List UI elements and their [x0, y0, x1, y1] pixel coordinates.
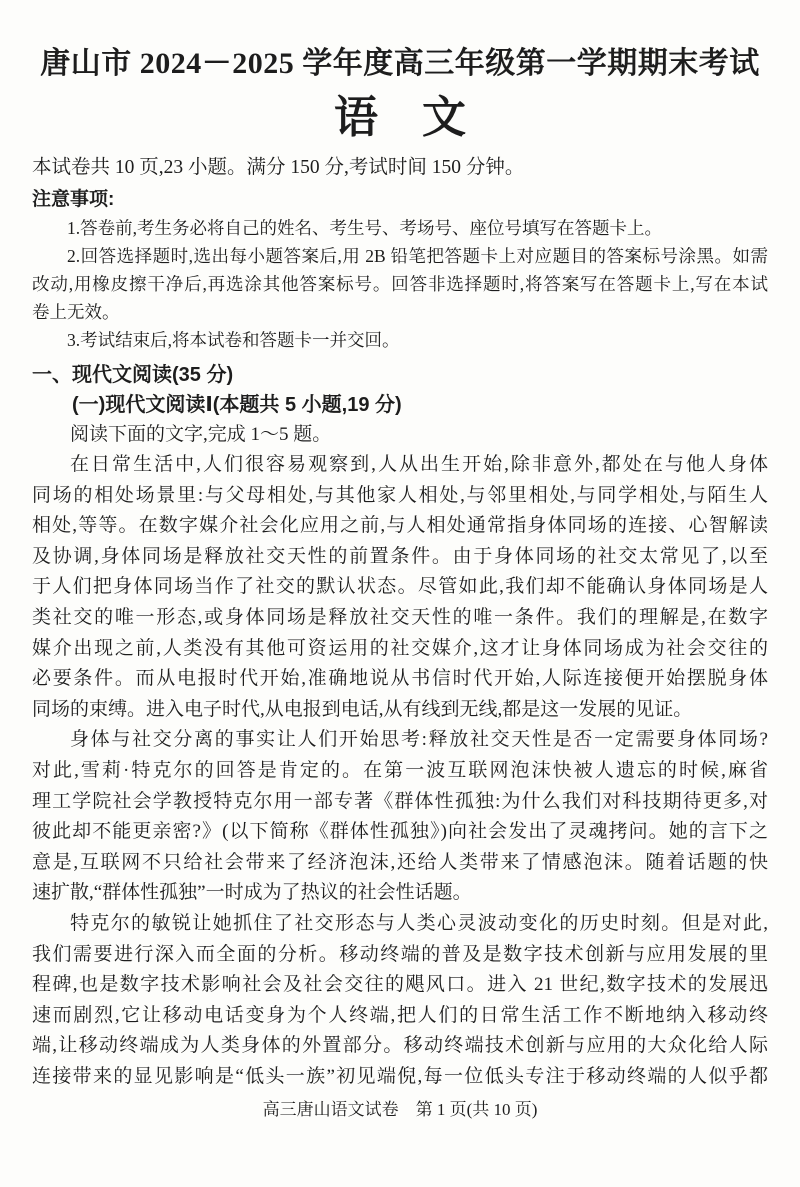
text-line: 同场的束缚。进入电子时代,从电报到电话,从有线到无线,都是这一发展的见证。 — [32, 698, 693, 720]
text-line: 端,让移动终端成为人类身体的外置部分。移动终端技术创新与应用的大众化给人际 — [32, 1035, 768, 1057]
text-line: 对此,雪莉·特克尔的回答是肯定的。在第一波互联网泡沫快被人遗忘的时候,麻省 — [32, 759, 768, 781]
subsection-heading: (一)现代文阅读Ⅰ(本题共 5 小题,19 分) — [72, 394, 402, 416]
text-line: 特克尔的敏锐让她抓住了社交形态与人类心灵波动变化的历史时刻。但是对此, — [70, 912, 768, 934]
text-line: 我们需要进行深入而全面的分析。移动终端的普及是数字技术创新与应用发展的里 — [32, 943, 768, 965]
text-line: 1.答卷前,考生务必将自己的姓名、考生号、考场号、座位号填写在答题卡上。 — [67, 218, 662, 238]
text-line: 媒介出现之前,人类没有其他可资运用的社交媒介,这才让身体同场成为社会交往的 — [32, 637, 768, 659]
notice-heading: 注意事项: — [32, 189, 115, 210]
text-line: 意是,互联网不只给社会带来了经济泡沫,还给人类带来了情感泡沫。随着话题的快 — [32, 851, 768, 873]
reading-instruction: 阅读下面的文字,完成 1～5 题。 — [70, 424, 332, 445]
text-line: 改动,用橡皮擦干净后,再选涂其他答案标号。回答非选择题时,将答案写在答题卡上,写在本试 — [32, 274, 768, 294]
text-line: 卷上无效。 — [32, 302, 120, 322]
text-line: 3.考试结束后,将本试卷和答题卡一并交回。 — [67, 330, 400, 350]
text-line: 程碑,也是数字技术影响社会及社会交往的飓风口。进入 21 世纪,数字技术的发展迅 — [32, 974, 768, 996]
exam-info-line: 本试卷共 10 页,23 小题。满分 150 分,考试时间 150 分钟。 — [32, 157, 525, 178]
text-line: 连接带来的显见影响是“低头一族”初见端倪,每一位低头专注于移动终端的人似乎都 — [32, 1065, 768, 1087]
subject-title: 语 文 — [334, 93, 466, 142]
text-line: 速扩散,“群体性孤独”一时成为了热议的社会性话题。 — [32, 882, 472, 904]
text-line: 速而剧烈,它让移动电话变身为个人终端,把人们的日常生活工作不断地纳入移动终 — [32, 1004, 768, 1026]
text-line: 必要条件。而从电报时代开始,准确地说从书信时代开始,人际连接便开始摆脱身体 — [32, 668, 768, 690]
page-footer: 高三唐山语文试卷 第 1 页(共 10 页) — [262, 1100, 538, 1119]
text-line: 2.回答选择题时,选出每小题答案后,用 2B 铅笔把答题卡上对应题目的答案标号涂黑。如需 — [67, 246, 768, 266]
notice-list — [32, 214, 768, 354]
text-line: 身体与社交分离的事实让人们开始思考:释放社交天性是否一定需要身体同场? — [70, 729, 768, 751]
exam-title: 唐山市 2024－2025 学年度高三年级第一学期期末考试 — [40, 47, 760, 80]
text-line: 同场的相处场景里:与父母相处,与其他家人相处,与邻里相处,与同学相处,与陌生人 — [32, 484, 768, 506]
text-line: 理工学院社会学教授特克尔用一部专著《群体性孤独:为什么我们对科技期待更多,对 — [32, 790, 768, 812]
text-line: 彼此却不能更亲密?》(以下简称《群体性孤独》)向社会发出了灵魂拷问。她的言下之 — [32, 821, 768, 843]
text-line: 及协调,身体同场是释放社交天性的前置条件。由于身体同场的社交太常见了,以至 — [32, 545, 768, 567]
text-line: 类社交的唯一形态,或身体同场是释放社交天性的唯一条件。我们的理解是,在数字 — [32, 606, 768, 628]
section-heading: 一、现代文阅读(35 分) — [32, 364, 234, 386]
text-line: 于人们把身体同场当作了社交的默认状态。尽管如此,我们却不能确认身体同场是人 — [32, 576, 768, 598]
text-line: 相处,等等。在数字媒介社会化应用之前,与人相处通常指身体同场的连接、心智解读 — [32, 515, 768, 537]
text-line: 在日常生活中,人们很容易观察到,人从出生开始,除非意外,都处在与他人身体 — [70, 454, 768, 475]
passage-text — [32, 450, 768, 1092]
